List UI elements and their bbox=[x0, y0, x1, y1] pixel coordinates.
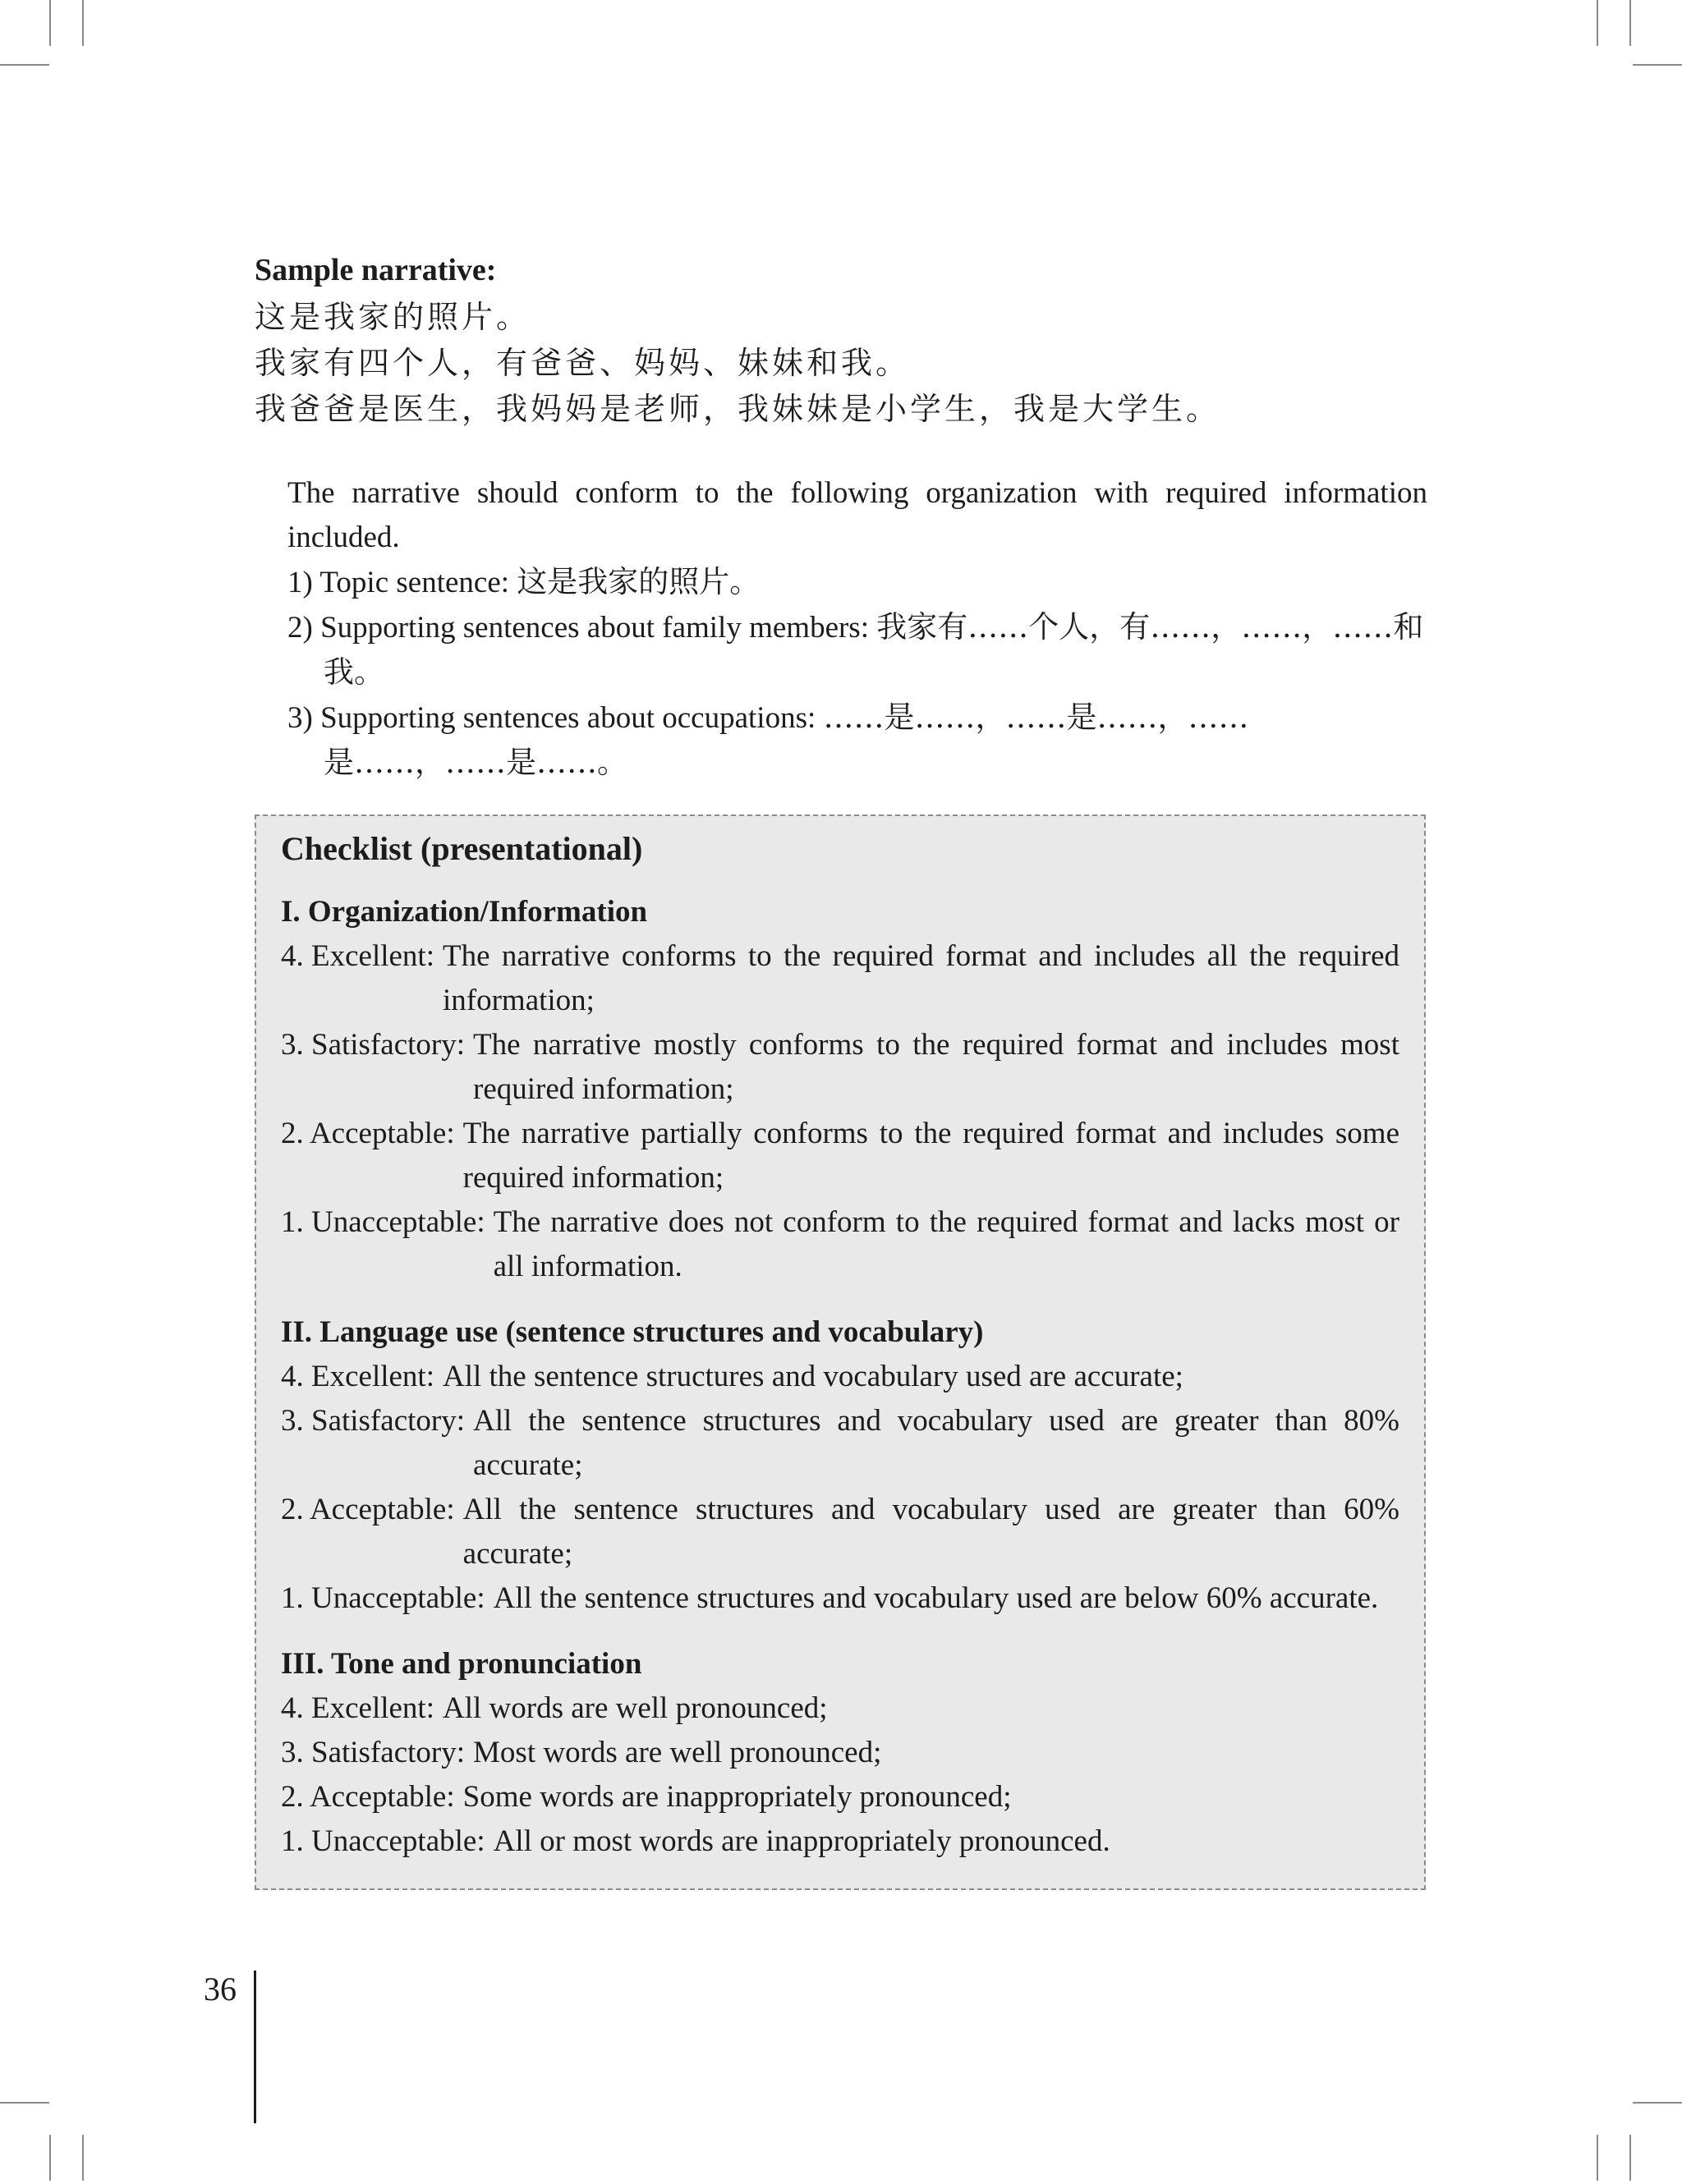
sample-title: Sample narrative: bbox=[255, 253, 497, 287]
requirement-pattern: 我家有……个人，有……，……，……和我。 bbox=[324, 609, 1424, 690]
criterion-row bbox=[281, 1775, 1399, 1819]
criterion-desc: The narrative mostly conforms to the required format and includes most required information; bbox=[473, 1028, 1399, 1106]
criterion-desc: All the sentence structures and vocabulary used are greater than 60% accurate; bbox=[462, 1493, 1399, 1571]
criterion-label: 4. Excellent: bbox=[281, 939, 434, 973]
section-heading: I. Organization/Information bbox=[281, 895, 648, 929]
criterion-row bbox=[281, 1112, 1399, 1200]
checklist-section-organization bbox=[281, 890, 1399, 1289]
checklist-section-pronunciation bbox=[281, 1642, 1399, 1864]
page-number: 36 bbox=[204, 1971, 237, 2007]
criterion-label: 1. Unacceptable: bbox=[281, 1205, 485, 1239]
criterion-desc: All the sentence structures and vocabulary used are below 60% accurate. bbox=[493, 1581, 1379, 1615]
requirement-label: 1) Topic sentence: bbox=[287, 566, 517, 599]
section-heading: II. Language use (sentence structures and vocabulary) bbox=[281, 1315, 984, 1349]
criterion-desc: All words are well pronounced; bbox=[443, 1691, 828, 1725]
criterion-row bbox=[281, 1399, 1399, 1488]
criterion-desc: Some words are inappropriately pronounced; bbox=[462, 1780, 1012, 1814]
criterion-row bbox=[281, 1023, 1399, 1112]
criterion-label: 3. Satisfactory: bbox=[281, 1736, 466, 1769]
crop-mark bbox=[82, 0, 84, 46]
criterion-desc: All the sentence structures and vocabulary used are accurate; bbox=[443, 1360, 1183, 1393]
crop-mark bbox=[0, 64, 49, 66]
crop-mark bbox=[82, 2135, 84, 2181]
criterion-desc: All or most words are inappropriately pronounced. bbox=[493, 1824, 1110, 1858]
page-number-rule bbox=[254, 1971, 256, 2123]
crop-mark bbox=[1629, 0, 1631, 46]
section-heading: III. Tone and pronunciation bbox=[281, 1647, 642, 1681]
criterion-row bbox=[281, 1686, 1399, 1731]
sample-line: 我家有四个人，有爸爸、妈妈、妹妹和我。 bbox=[255, 345, 911, 381]
criterion-row bbox=[281, 1488, 1399, 1576]
criterion-label: 1. Unacceptable: bbox=[281, 1581, 485, 1615]
requirement-label: 2) Supporting sentences about family members: bbox=[287, 611, 877, 645]
sample-line: 这是我家的照片。 bbox=[255, 299, 531, 335]
requirement-item bbox=[287, 605, 1427, 695]
criterion-row bbox=[281, 1819, 1399, 1864]
criterion-desc: Most words are well pronounced; bbox=[473, 1736, 882, 1769]
criterion-desc: All the sentence structures and vocabulary used are greater than 80% accurate; bbox=[473, 1404, 1399, 1482]
criterion-row bbox=[281, 1731, 1399, 1775]
criterion-desc: The narrative conforms to the required format and includes all the required information; bbox=[443, 939, 1399, 1017]
checklist-title: Checklist (presentational) bbox=[281, 830, 643, 867]
criterion-label: 4. Excellent: bbox=[281, 1691, 434, 1725]
sample-narrative bbox=[255, 246, 1437, 432]
criterion-label: 3. Satisfactory: bbox=[281, 1404, 466, 1438]
narrative-requirements bbox=[287, 471, 1427, 786]
criterion-row bbox=[281, 1576, 1399, 1621]
crop-mark bbox=[1633, 64, 1682, 66]
requirement-item bbox=[287, 695, 1427, 786]
criterion-desc: The narrative does not conform to the required format and lacks most or all information. bbox=[493, 1205, 1399, 1283]
crop-mark bbox=[1597, 2135, 1598, 2181]
crop-mark bbox=[1633, 2102, 1682, 2104]
checklist-section-language bbox=[281, 1310, 1399, 1621]
criterion-desc: The narrative partially conforms to the required format and includes some required information; bbox=[462, 1117, 1399, 1195]
crop-mark bbox=[1629, 2135, 1631, 2181]
criterion-label: 2. Acceptable: bbox=[281, 1117, 455, 1150]
requirement-label: 3) Supporting sentences about occupations: bbox=[287, 701, 824, 735]
criterion-label: 3. Satisfactory: bbox=[281, 1028, 466, 1062]
criterion-row bbox=[281, 934, 1399, 1023]
crop-mark bbox=[0, 2102, 49, 2104]
requirement-pattern: 这是我家的照片。 bbox=[517, 564, 761, 599]
criterion-label: 1. Unacceptable: bbox=[281, 1824, 485, 1858]
criterion-row bbox=[281, 1355, 1399, 1399]
criterion-row bbox=[281, 1200, 1399, 1289]
sample-line: 我爸爸是医生，我妈妈是老师，我妹妹是小学生，我是大学生。 bbox=[255, 391, 1221, 427]
crop-mark bbox=[49, 0, 51, 46]
checklist-box bbox=[255, 814, 1426, 1890]
narrative-intro: The narrative should conform to the following organization with required information included. bbox=[287, 476, 1427, 554]
requirement-pattern: ……是……，……是……，……是……，……是……。 bbox=[324, 700, 1249, 780]
requirement-item bbox=[287, 560, 1427, 605]
crop-mark bbox=[49, 2135, 51, 2181]
criterion-label: 2. Acceptable: bbox=[281, 1780, 455, 1814]
criterion-label: 2. Acceptable: bbox=[281, 1493, 455, 1526]
criterion-label: 4. Excellent: bbox=[281, 1360, 434, 1393]
crop-mark bbox=[1597, 0, 1598, 46]
